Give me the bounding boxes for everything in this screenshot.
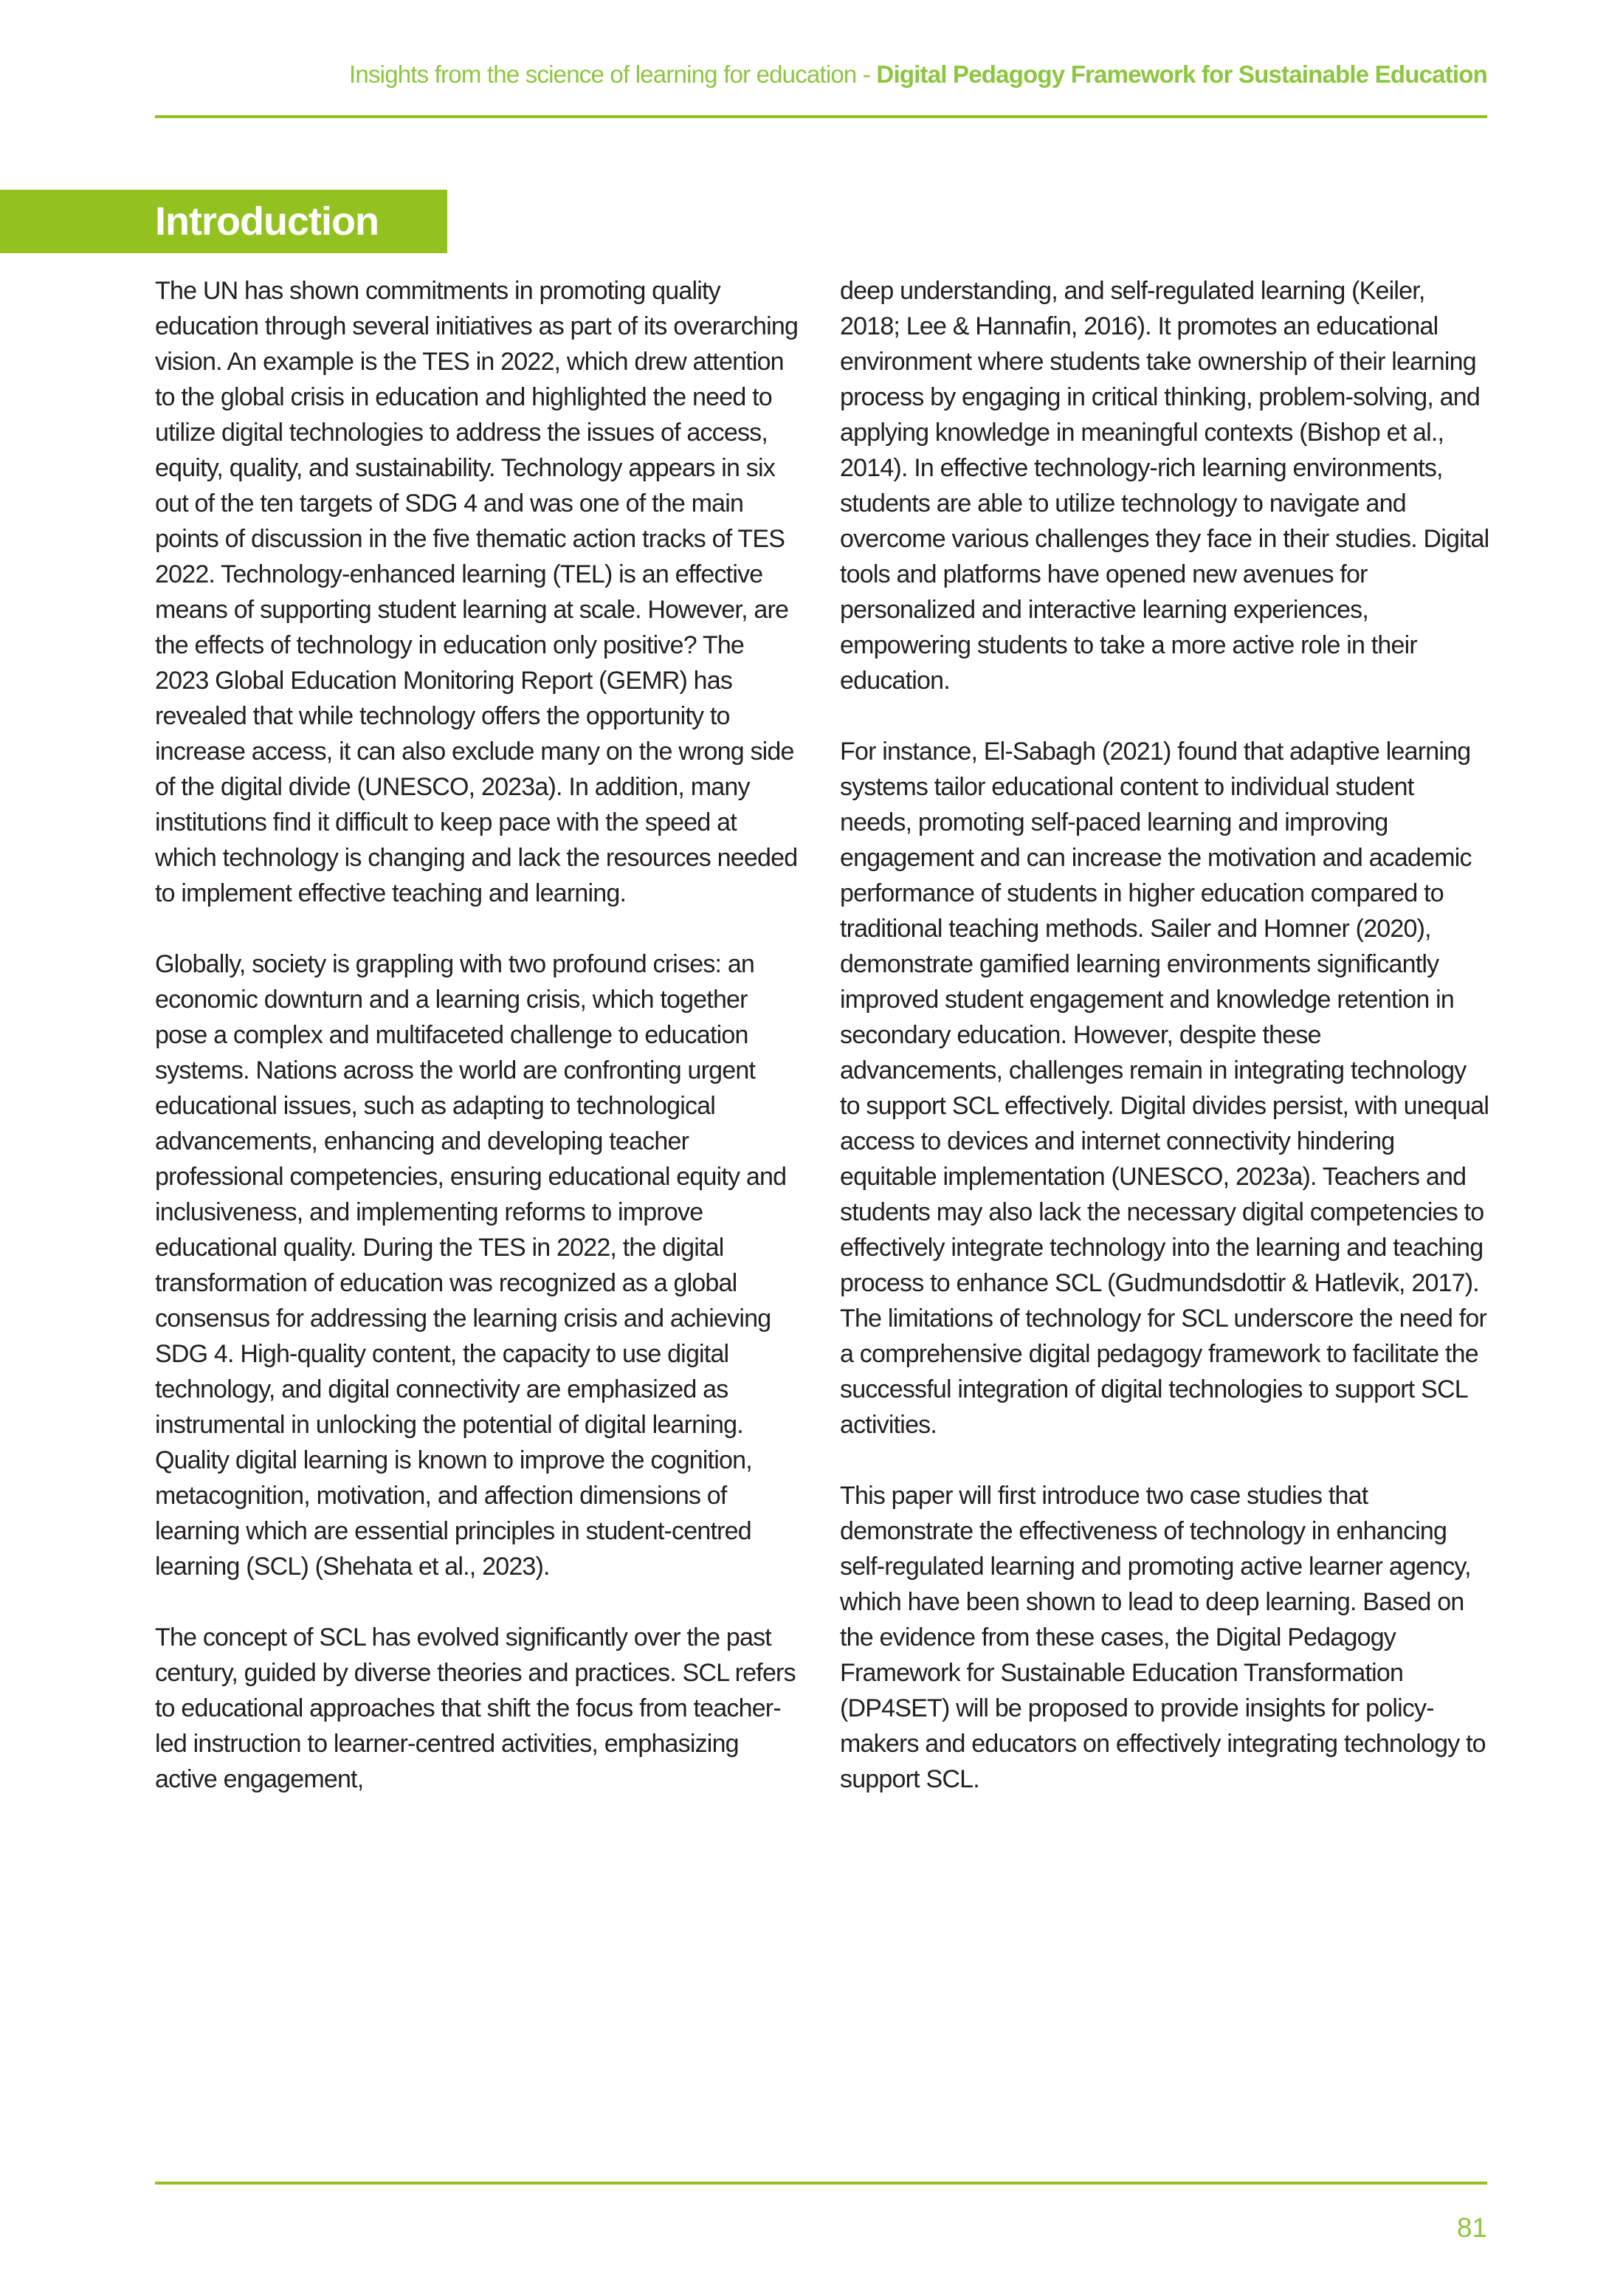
text-column-right [840,273,1489,1832]
running-header-bold: Digital Pedagogy Framework for Sustainable Education [876,61,1487,88]
paragraph: The concept of SCL has evolved significantly over the past century, guided by diverse theories and practices. SCL refers to educational approaches that shift the focus from teacher-led instruction to learner-centred activities, emphasizing active engagement, [155,1623,796,1793]
running-header [155,59,1487,90]
paragraph: Globally, society is grappling with two profound crises: an economic downturn and a learning crisis, which together pose a complex and multifaceted challenge to education systems. Nations across the world are confronting urgent educational issues, such as adapting to technological advancements, enhancing and developing teacher professional competencies, ensuring educational equity and inclusiveness, and implementing reforms to improve educational quality. During the TES in 2022, the digital transformation of education was recognized as a global consensus for addressing the learning crisis and achieving SDG 4. High-quality content, the capacity to use digital technology, and digital connectivity are emphasized as instrumental in unlocking the potential of digital learning. Quality digital learning is known to improve the cognition, metacognition, motivation, and affection dimensions of learning which are essential principles in student-centred learning (SCL) (Shehata et al., 2023). [155,950,787,1581]
page-number: 81 [1456,2213,1487,2243]
paragraph: For instance, El-Sabagh (2021) found that adaptive learning systems tailor educational content to individual student needs, promoting self-paced learning and improving engagement and can increase the motivation and academic performance of students in higher education compared to traditional teaching methods. Sailer and Homner (2020), demonstrate gamified learning environments significantly improved student engagement and knowledge retention in secondary education. However, despite these advancements, challenges remain in integrating technology to support SCL effectively. Digital divides persist, with unequal access to devices and internet connectivity hindering equitable implementation (UNESCO, 2023a). Teachers and students may also lack the necessary digital competencies to effectively integrate technology into the learning and teaching process to enhance SCL (Gudmundsdottir & Hatlevik, 2017). The limitations of technology for SCL underscore the need for a comprehensive digital pedagogy framework to facilitate the successful integration of digital technologies to support SCL activities. [840,738,1489,1439]
paragraph: deep understanding, and self-regulated learning (Keiler, 2018; Lee & Hannafin, 2016). It promotes an educational environment where students take ownership of their learning process by engaging in critical thinking, problem-solving, and applying knowledge in meaningful contexts (Bishop et al., 2014). In effective technology-rich learning environments, students are able to utilize technology to navigate and overcome various challenges they face in their studies. Digital tools and platforms have opened new avenues for personalized and interactive learning experiences, empowering students to take a more active role in their education. [840,277,1489,695]
running-header-regular: Insights from the science of learning for education - [349,61,877,88]
section-heading-banner [0,190,447,253]
paragraph: The UN has shown commitments in promoting quality education through several initiatives as part of its overarching vision. An example is the TES in 2022, which drew attention to the global crisis in education and highlighted the need to utilize digital technologies to address the issues of access, equity, quality, and sustainability. Technology appears in six out of the ten targets of SDG 4 and was one of the main points of discussion in the five thematic action tracks of TES 2022. Technology-enhanced learning (TEL) is an effective means of supporting student learning at scale. However, are the effects of technology in education only positive? The 2023 Global Education Monitoring Report (GEMR) has revealed that while technology offers the opportunity to increase access, it can also exclude many on the wrong side of the digital divide (UNESCO, 2023a). In addition, many institutions find it difficult to keep pace with the speed at which technology is changing and lack the resources needed to implement effective teaching and learning. [155,277,799,907]
header-divider-rule [155,115,1487,118]
paragraph: This paper will first introduce two case studies that demonstrate the effectiveness of technology in enhancing self-regulated learning and promoting active learner agency, which have been shown to lead to deep learning. Based on the evidence from these cases, the Digital Pedagogy Framework for Sustainable Education Transformation (DP4SET) will be proposed to provide insights for policy-makers and educators on effectively integrating technology to support SCL. [840,1482,1486,1793]
section-heading: Introduction [155,199,379,244]
text-column-left [155,273,800,1832]
footer-divider-rule [155,2182,1487,2185]
